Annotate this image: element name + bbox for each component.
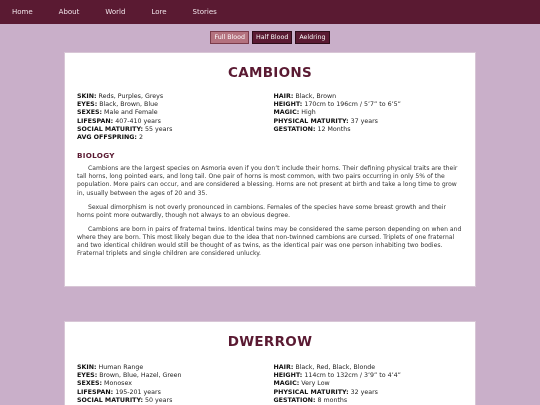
stat-eyes: EYES: Black, Brown, Blue: [77, 101, 158, 109]
cambions-stats: [77, 93, 463, 142]
top-navigation: [0, 0, 540, 24]
nav-home[interactable]: Home: [12, 8, 33, 16]
dwerrow-title: DWERROW: [227, 334, 313, 350]
stat-magic: MAGIC: High: [273, 109, 316, 117]
stat-skin: SKIN: Human Range: [77, 364, 144, 371]
biology-paragraph: Cambions are born in pairs of fraternal twins. Identical twins may be considered the same person depending on when and where they are born. This most likely began due to the idea that non-twinned cambions are cursed. Triplets of one fraternal and two identical children would still be thought of as twins, as the identical pair was one person inhabiting two bodies. Fraternal triplets and single children are considered unlucky.: [77, 225, 462, 258]
stat-sexes: SEXES: Male and Female: [77, 109, 158, 117]
stat-social-maturity: SOCIAL MATURITY: 50 years: [77, 396, 173, 404]
stat-physical-maturity: PHYSICAL MATURITY: 32 years: [273, 388, 378, 396]
tab-aeldring[interactable]: Aeldring: [295, 31, 329, 44]
cambions-stats-right: [273, 93, 463, 142]
cambions-title: CAMBIONS: [228, 65, 312, 81]
stat-height: HEIGHT: 170cm to 196cm / 5’7” to 6’5”: [273, 101, 401, 109]
stat-height: HEIGHT: 114cm to 132cm / 3’9” to 4’4”: [273, 372, 401, 380]
stat-avg-offspring: AVG OFFSPRING: 2: [77, 134, 143, 142]
stat-skin: SKIN: Reds, Purples, Greys: [77, 93, 164, 100]
dwerrow-stats: [77, 364, 463, 405]
cambions-card: [64, 52, 476, 287]
tab-half-blood[interactable]: Half Blood: [252, 31, 292, 44]
biology-paragraph: Cambions are the largest species on Asmoria even if you don’t include their horns. Their defining physical traits are their tall horns, long pointed ears, and long tail. One pair of horns is most common, with two pairs occurring in only 5% of the population. More pairs can occur, and are considered a blessing. Horns are not present at birth and take a long time to grow in, usually between the ages of 20 and 35.: [77, 165, 458, 197]
stat-gestation: GESTATION: 12 Months: [273, 125, 351, 133]
dwerrow-stats-right: [273, 364, 463, 405]
stat-magic: MAGIC: Very Low: [273, 380, 330, 388]
nav-about[interactable]: About: [58, 8, 80, 16]
stat-gestation: GESTATION: 8 months: [273, 396, 348, 404]
tab-full-blood[interactable]: Full Blood: [210, 31, 249, 44]
stat-lifespan: LIFESPAN: 407-410 years: [77, 117, 161, 125]
stat-eyes: EYES: Brown, Blue, Hazel, Green: [77, 372, 182, 380]
stat-lifespan: LIFESPAN: 195-201 years: [77, 388, 161, 396]
cambions-stats-left: [77, 93, 273, 142]
species-tabs: [0, 31, 540, 44]
nav-lore[interactable]: Lore: [151, 8, 167, 16]
stat-hair: HAIR: Black, Brown: [273, 93, 337, 100]
stat-physical-maturity: PHYSICAL MATURITY: 37 years: [273, 117, 378, 125]
biology-paragraph: Sexual dimorphism is not overly pronounced in cambions. Females of the species have some breast growth and their horns point more outwardly, though not always to an obvious degree.: [77, 203, 446, 219]
stat-sexes: SEXES: Monosex: [77, 380, 132, 388]
dwerrow-card: [64, 321, 476, 405]
stat-social-maturity: SOCIAL MATURITY: 55 years: [77, 125, 173, 133]
biology-heading: BIOLOGY: [77, 151, 115, 161]
nav-stories[interactable]: Stories: [192, 8, 217, 16]
stat-hair: HAIR: Black, Red, Black, Blonde: [273, 364, 376, 371]
nav-world[interactable]: World: [105, 8, 126, 16]
dwerrow-stats-left: [77, 364, 273, 405]
